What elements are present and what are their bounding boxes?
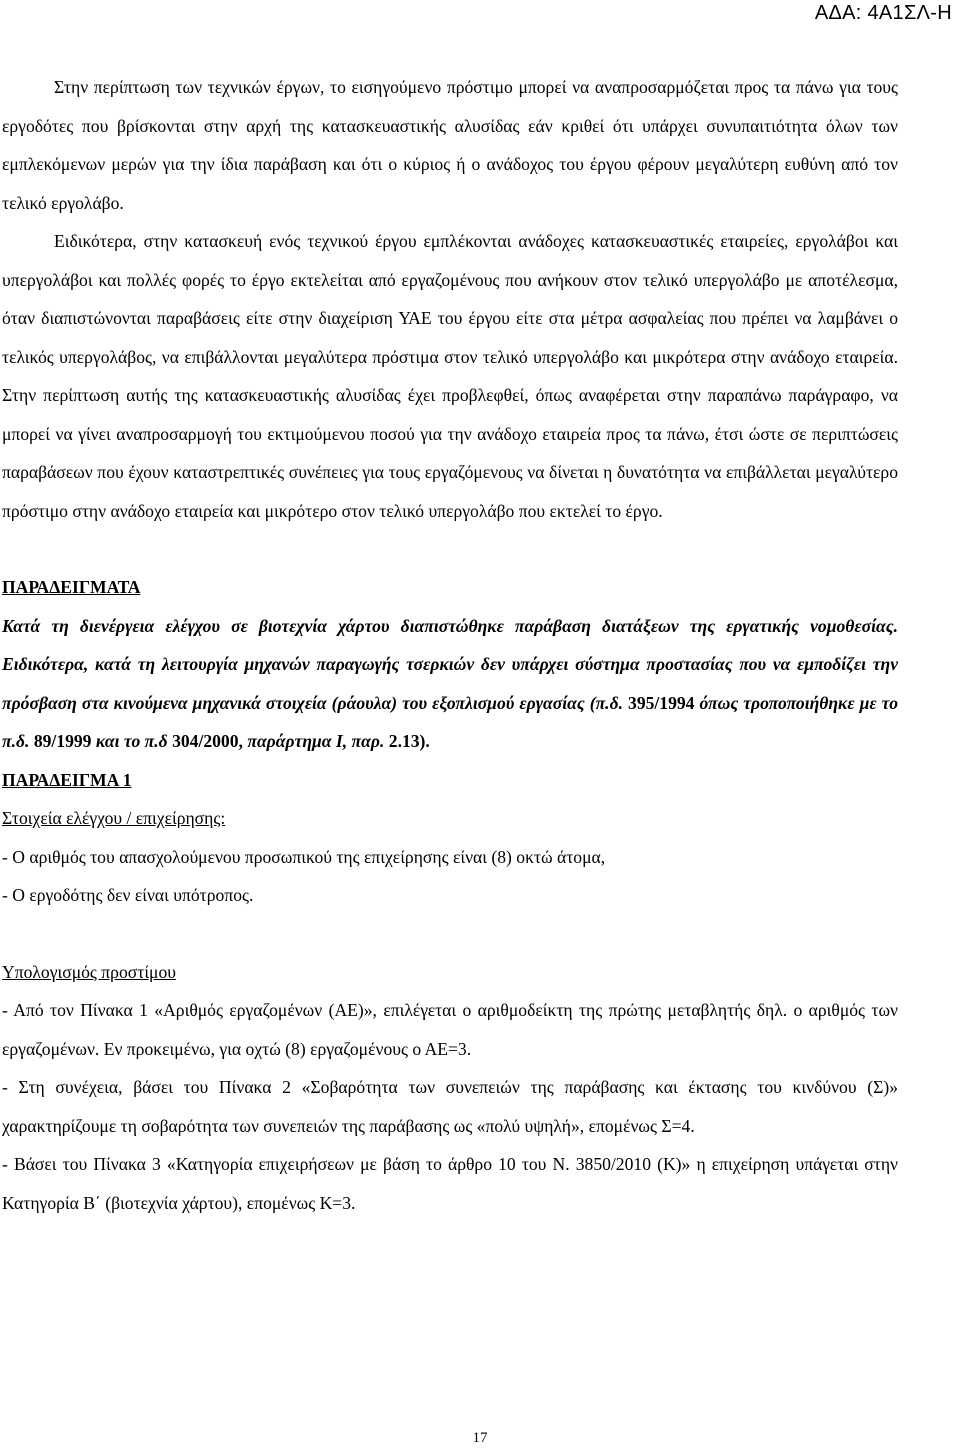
ada-code: ΑΔΑ: 4Α1ΣΛ-Η <box>814 2 952 24</box>
calc-item: - Βάσει του Πίνακα 3 «Κατηγορία επιχειρήσεων με βάση το άρθρο 10 του Ν. 3850/2010 (Κ)» η επιχείρηση υπάγεται στην Κατηγορία Β΄ (βιοτεχνία χάρτου), επομένως Κ=3. <box>2 1154 898 1213</box>
calc-item: - Στη συνέχεια, βάσει του Πίνακα 2 «Σοβαρότητα των συνεπειών της παράβασης και έκτασης του κινδύνου (Σ)» χαρακτηρίζουμε τη σοβαρότητα των συνεπειών της παράβασης ως «πολύ υψηλή», επομένως Σ=4. <box>2 1077 898 1136</box>
document-body <box>0 68 898 1222</box>
fine-calculation-heading: Υπολογισμός προστίμου <box>2 961 176 982</box>
examples-heading: ΠΑΡΑΔΕΙΓΜΑΤΑ <box>2 577 141 597</box>
control-data-heading: Στοιχεία ελέγχου / επιχείρησης: <box>2 808 226 828</box>
examples-intro: Κατά τη διενέργεια ελέγχου σε βιοτεχνία χάρτου διαπιστώθηκε παράβαση διατάξεων της εργατικής νομοθεσίας. Ειδικότερα, κατά τη λειτουργία μηχανών παραγωγής τσερκιών δεν υπάρχει σύστημα προστασίας που να εμποδίζει την πρόσβαση στα κινούμενα μηχανικά στοιχεία (ράουλα) του εξοπλισμού εργασίας (π.δ. 395/1994 όπως τροποποιήθηκε με το π.δ. 89/1999 και το π.δ 304/2000, παράρτημα Ι, παρ. 2.13). <box>2 615 899 751</box>
control-item: - Ο εργοδότης δεν είναι υπότροπος. <box>2 885 254 905</box>
page-number: 17 <box>472 1430 488 1446</box>
example-1-heading: ΠΑΡΑΔΕΙΓΜΑ 1 <box>2 769 132 790</box>
paragraph-specifically: Ειδικότερα, στην κατασκευή ενός τεχνικού έργου εμπλέκονται ανάδοχες κατασκευαστικές εταιρείες, εργολάβοι και υπεργολάβοι και πολλές φορές το έργο εκτελείται από εργαζομένους που ανήκουν στον τελικό υπεργολάβο με αποτέλεσμα, όταν διαπιστώνονται παραβάσεις είτε στην διαχείριση ΥΑΕ του έργου είτε στα μέτρα ασφαλείας που πρέπει να λαμβάνει ο τελικός υπεργολάβος, να επιβάλλονται μεγαλύτερα πρόστιμα στον τελικό υπεργολάβο και μικρότερα στην ανάδοχο εταιρεία. Στην περίπτωση αυτής της κατασκευαστικής αλυσίδας έχει προβλεφθεί, όπως αναφέρεται στην παραπάνω παράγραφο, να μπορεί να γίνει αναπροσαρμογή του εκτιμούμενου ποσού για την ανάδοχο εταιρεία προς τα πάνω, έτσι ώστε σε περιπτώσεις παραβάσεων που έχουν καταστρεπτικές συνέπειες για τους εργαζόμενους να δίνεται η δυνατότητα να επιβάλλεται μεγαλύτερο πρόστιμο στην ανάδοχο εταιρεία και μικρότερο στον τελικό υπεργολάβο που εκτελεί το έργο. <box>2 231 898 521</box>
control-item: - Ο αριθμός του απασχολούμενου προσωπικού της επιχείρησης είναι (8) οκτώ άτομα, <box>2 846 606 867</box>
calc-item: - Από τον Πίνακα 1 «Αριθμός εργαζομένων (ΑΕ)», επιλέγεται ο αριθμοδείκτη της πρώτης μεταβλητής δηλ. ο αριθμός των εργαζομένων. Εν προκειμένω, για οχτώ (8) εργαζομένους ο ΑΕ=3. <box>2 1000 898 1059</box>
paragraph-technical-works: Στην περίπτωση των τεχνικών έργων, το εισηγούμενο πρόστιμο μπορεί να αναπροσαρμόζεται προς τα πάνω για τους εργοδότες που βρίσκονται στην αρχή της κατασκευαστικής αλυσίδας εάν κριθεί ότι υπάρχει συνυπαιτιότητα όλων των εμπλεκόμενων μερών για την ίδια παράβαση και ότι ο κύριος ή ο ανάδοχος του έργου φέρουν μεγαλύτερη ευθύνη από τον τελικό εργολάβο. <box>2 77 898 213</box>
